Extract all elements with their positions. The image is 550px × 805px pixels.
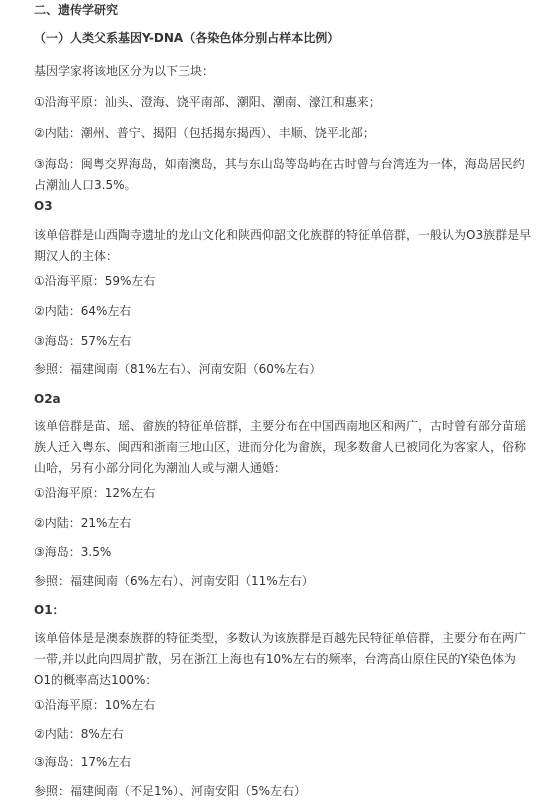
haplogroup-o2a-coastal: ①沿海平原：12%左右 — [34, 486, 156, 500]
haplogroup-o2a-island: ③海岛：3.5% — [34, 545, 112, 559]
intro-paragraph: 基因学家将该地区分为以下三块： — [34, 64, 215, 78]
section-title: 二、遗传学研究 — [34, 3, 119, 17]
haplogroup-o3-inland: ②内陆：64%左右 — [34, 304, 132, 318]
haplogroup-o1-desc: 该单倍体是是澳泰族群的特征类型，多数认为该族群是百越先民特征单倍群，主要分布在两广一带,并以此向四周扩散，另在浙江上海也有10%左右的频率，台湾高山原住民的Y染色体为O1的概率高达100%： — [34, 631, 527, 687]
haplogroup-o3-title: O3 — [34, 199, 53, 213]
haplogroup-o2a-desc: 该单倍群是苗、瑶、畲族的特征单倍群，主要分布在中国西南地区和两广，古时曾有部分苗瑶族人迁入粤东、闽西和浙南三地山区，进而分化为畲族，现多数畲人已被同化为客家人，俗称山哈，另有小部分同化为潮汕人或与潮人通婚： — [34, 419, 527, 475]
haplogroup-o2a-inland: ②内陆：21%左右 — [34, 516, 132, 530]
haplogroup-o3-island: ③海岛：57%左右 — [34, 334, 132, 348]
haplogroup-o3-coastal: ①沿海平原：59%左右 — [34, 274, 156, 288]
haplogroup-o1-coastal: ①沿海平原：10%左右 — [34, 698, 156, 712]
haplogroup-o3-reference: 参照：福建闽南（81%左右）、河南安阳（60%左右） — [34, 362, 322, 376]
subsection-title: （一）人类父系基因Y-DNA（各染色体分别占样本比例） — [34, 31, 340, 45]
haplogroup-o1-inland: ②内陆：8%左右 — [34, 727, 124, 741]
haplogroup-o2a-title: O2a — [34, 392, 61, 406]
haplogroup-o2a-reference: 参照：福建闽南（6%左右）、河南安阳（11%左右） — [34, 574, 314, 588]
haplogroup-o1-island: ③海岛：17%左右 — [34, 755, 132, 769]
region-inland: ②内陆：潮州、普宁、揭阳（包括揭东揭西）、丰顺、饶平北部； — [34, 126, 375, 140]
haplogroup-o1-reference: 参照：福建闽南（不足1%）、河南安阳（5%左右） — [34, 784, 307, 798]
region-coastal: ①沿海平原：汕头、澄海、饶平南部、潮阳、潮南、濠江和惠来； — [34, 95, 381, 109]
region-island: ③海岛：闽粤交界海岛，如南澳岛，其与东山岛等岛屿在古时曾与台湾连为一体，海岛居民约占潮汕人口3.5%。 — [34, 157, 525, 192]
haplogroup-o1-title: O1： — [34, 603, 65, 617]
haplogroup-o3-desc: 该单倍群是山西陶寺遗址的龙山文化和陕西仰韶文化族群的特征单倍群，一般认为O3族群是早期汉人的主体： — [34, 228, 532, 263]
